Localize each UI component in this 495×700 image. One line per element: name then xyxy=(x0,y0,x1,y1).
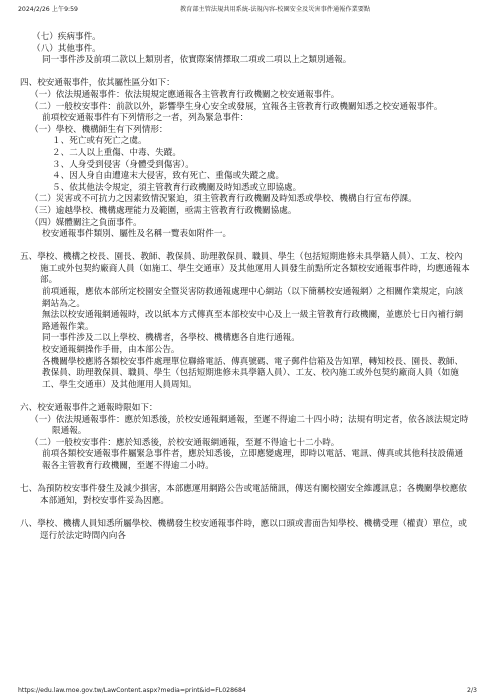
sub-item-1: １、死亡或有死亡之虞。 xyxy=(52,136,147,147)
item-4: （四）媒體關注之負面事件。 xyxy=(30,217,142,228)
item-1: （一）依法規通報事件：依法規規定應通報各主管教育行政機關之校安通報事件。 xyxy=(30,89,340,100)
page-number: 2/3 xyxy=(467,687,477,694)
item-1: （一）學校、機構師生有下列情形： xyxy=(30,124,168,135)
item-3: （三）逾越學校、機構處理能力及範圍，亟需主管教育行政機關協處。 xyxy=(30,205,297,216)
item-7: （七）疾病事件。 xyxy=(32,32,101,42)
item-2: （二）一般校安事件：應於知悉後，於校安通報網通報，至遲不得逾七十二小時。 xyxy=(30,437,340,448)
print-page-title: 教育部主管法規共用系統-法規內容-校園安全及災害事件通報作業要點 xyxy=(180,6,371,13)
sub-item-4: ４、因人身自由遭違末大侵害，致有死亡、重傷或失蹤之虞。 xyxy=(52,171,285,182)
paragraph: 各機關學校應將各類校安事件處理單位聯絡電話、傳真號碼、電子郵件信箱及告知單，轉知校長、園長、教師、教保員、助理教保員、職員、學生（包括短期進修未具學籍人員）、工友、校內施工或外包契約廠商人員（如施工、學生交通車）及其他運用人員周知。 xyxy=(42,356,464,390)
paragraph: 無法以校安通報網通報時，改以紙本方式傳真至本部校安中心及上一級主管教育行政機關，並應於七日內補行網路通報作業。 xyxy=(42,310,464,332)
item-2: （二）一般校安事件：前款以外，影響學生身心安全或發展，宜報各主管教育行政機關知悉之校安通報事件。 xyxy=(30,101,443,112)
sub-item-3: ３、人身受到侵害（身體受到傷害）。 xyxy=(52,159,194,170)
regulation-body xyxy=(20,32,470,542)
paragraph: 校安通報網操作手冊，由本部公告。 xyxy=(42,345,180,356)
paragraph: 校安通報事件類別、屬性及名稱一覽表如附件一。 xyxy=(42,229,232,240)
section-5-heading: 五、學校、機構之校長、園長、教師、教保員、助理教保員、職員、學生（包括短期進修未具學籍人員）、工友、校內施工或外包契約廠商人員（如施工、學生交通車）及其他運用人員發生前點所定各類校安通報事件時，均應通報本部。 xyxy=(20,252,470,286)
item-8: （八）其他事件。 xyxy=(32,43,101,54)
sub-item-2: ２、二人以上重傷、中毒、失蹤。 xyxy=(52,147,181,158)
paragraph: 同一事件涉及前項二款以上類別者，依實際案情擇取二項或二項以上之類別通報。 xyxy=(42,55,352,66)
item-1: （一）依法規通報事件：應於知悉後，於校安通報網通報，至遲不得逾二十四小時；法規有明定者，依各該法規定時限通報。 xyxy=(30,414,469,437)
section-7-heading: 七、為預防校安事件發生及減少損害，本部應運用網路公告或電話簡訊，傳送有關校園安全維護訊息；各機關學校應依本部通知，對校安事件妥為因應。 xyxy=(20,484,467,506)
paragraph: 前項校安通報事件有下列情形之一者，列為緊急事件： xyxy=(42,113,249,124)
section-4-heading: 四、校安通報事件，依其屬性區分如下： xyxy=(20,78,175,89)
paragraph: 前項各類校安通報事件屬緊急事件者，應於知悉後，立即應變處理，即時以電話、電訊、傳真或其他科技設備通報各主管教育行政機關，至遲不得逾二小時。 xyxy=(42,449,464,471)
paragraph: 前項通報，應依本部所定校園安全暨災害防救通報處理中心網站（以下簡稱校安通報網）之相關作業規定，向該網站為之。 xyxy=(42,287,464,309)
section-6-heading: 六、校安通報事件之通報時限如下： xyxy=(20,403,158,413)
section-8-heading: 八、學校、機構人員知悉所屬學校、機構發生校安通報事件時，應以口頭或書面告知學校、機構受理（權責）單位，或逕行於法定時間內向各 xyxy=(20,518,467,541)
paragraph: 同一事件涉及二以上學校、機構者，各學校、機構應各自進行通報。 xyxy=(42,333,300,344)
print-url: https://edu.law.moe.gov.tw/LawContent.aspx?media=print&id=FL028684 xyxy=(18,687,246,694)
item-2: （二）災害或不可抗力之因素致情況緊迫，須主管教育行政機關及時知悉或學校、機構自行宣布停課。 xyxy=(30,194,417,205)
print-timestamp: 2024/2/26 上午9:59 xyxy=(18,6,78,13)
sub-item-5: ５、依其他法令規定，須主管教育行政機關及時知悉或立即協處。 xyxy=(52,182,302,193)
